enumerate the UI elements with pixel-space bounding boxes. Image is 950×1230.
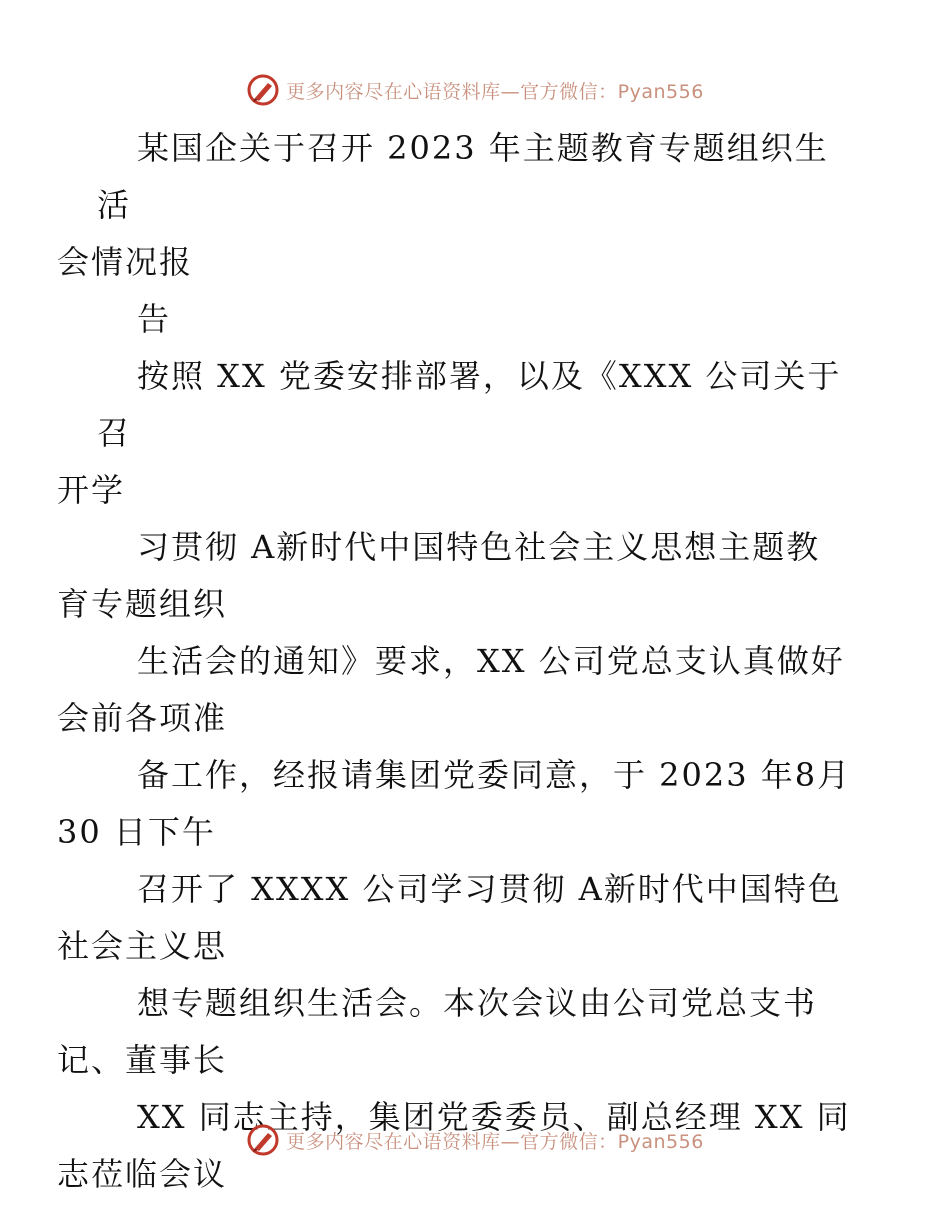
watermark-text: 更多内容尽在心语资料库—官方微信：Pyan556 <box>286 1130 704 1153</box>
text-line: 社会主义思 <box>57 927 228 965</box>
text-line: 某国企关于召开 2023 年主题教育专题组织生活 <box>97 129 829 224</box>
header-watermark-banner <box>0 70 950 110</box>
text-line: 习贯彻 A新时代中国特色社会主义思想主题教 <box>137 528 821 566</box>
text-line: 育专题组织 <box>57 585 228 623</box>
pen-logo-icon <box>246 73 280 107</box>
paragraph <box>57 861 857 975</box>
paragraph <box>57 519 857 633</box>
text-line: 志莅临会议 <box>57 1155 228 1193</box>
footer-watermark-banner <box>0 1120 950 1160</box>
text-line: XX 同志主持，集团党委委员、副总经理 XX 同 <box>137 1098 851 1136</box>
paragraph <box>57 348 857 519</box>
text-line: 想专题组织生活会。本次会议由公司党总支书 <box>137 984 818 1022</box>
paragraph <box>97 291 857 348</box>
pen-logo-icon <box>246 1123 280 1157</box>
text-line: 会前各项准 <box>57 699 228 737</box>
watermark-text: 更多内容尽在心语资料库—官方微信：Pyan556 <box>286 80 704 103</box>
text-line: 召开了 XXXX 公司学习贯彻 A新时代中国特色 <box>137 870 842 908</box>
paragraph <box>57 747 857 861</box>
text-line: 按照 XX 党委安排部署，以及《XXX 公司关于召 <box>97 357 842 452</box>
text-line: 生活会的通知》要求，XX 公司党总支认真做好 <box>137 642 845 680</box>
text-line: 开学 <box>57 471 126 509</box>
text-line: 记、董事长 <box>57 1041 228 1079</box>
text-line: 30 日下午 <box>57 813 216 851</box>
paragraph <box>57 633 857 747</box>
text-line: 告 <box>137 300 172 338</box>
paragraph <box>57 975 857 1089</box>
paragraph <box>57 120 857 291</box>
document-body <box>57 120 857 1203</box>
text-line: 会情况报 <box>57 243 194 281</box>
text-line: 备工作，经报请集团党委同意，于 2023 年8月 <box>137 756 852 794</box>
